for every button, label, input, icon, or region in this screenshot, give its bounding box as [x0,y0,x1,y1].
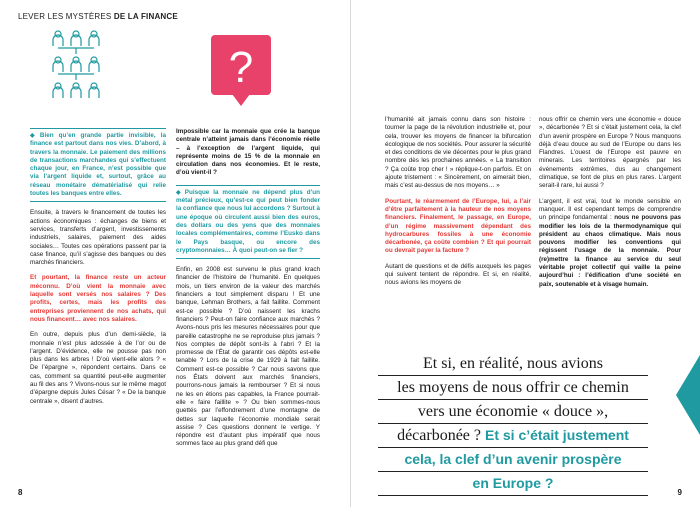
bold-paragraph: Impossible car la monnaie que crée la banque centrale n’atteint jamais dans l’économie réelle – à l’exception de l’argent liquide, qui représente moins de 15 % de la monnaie en circulation dans nos économies. Et le reste, d’où vient-il ? [176,128,320,177]
paragraph: l’humanité ait jamais connu dans son histoire : tourner la page de la révolution industrielle et, pour cela, trouver les moyens de financer la bifurcation écologique de nos sociétés. Pour assurer la sécurité et des conditions de vie décentes pour le plus grand nombre dès les prochaines années. « La transition ? Ça coûte trop cher ! » réplique-t-on parfois. Et on ajoute tristement : « Sincèrement, on aimerait bien, mais c’est au-dessus de nos moyens… » [385,116,531,190]
column-1 [30,128,166,413]
page-number-left: 8 [18,488,23,497]
quote-line: vers une économie « douce », [378,400,648,424]
page-number-right: 9 [677,488,682,497]
pull-quote [378,352,648,496]
people-network-icon [46,26,106,106]
paragraph: nous offrir ce chemin vers une économie « douce », décarbonée ? Et si c’était justement cela, la clef d’un avenir prospère en Europe ? Nous manquons déjà d’eau douce au sud de l’Europe ou dans les Flandres. L’ouest de l’Europe est pauvre en minerais. Les territoires épargnés par les événements extrêmes, dus au changement climatique, se font de plus en plus rares. L’argent serait-il rare, lui aussi ? [539,116,681,190]
paragraph: En outre, depuis plus d’un demi-siècle, la monnaie n’est plus adossée à de l’or ou de l’argent. D’évidence, elle ne pousse pas non plus dans les arbres ! D’où vient-elle alors ? « De l’épargne », répondent certains. Dans ce cas, comment sa quantité peut-elle augmenter au fil des ans ? Vivons-nous sur le même magot d’épargne depuis Jules César ? « De la banque centrale », disent d’autres. [30,331,166,405]
intro-paragraph: ◆ Bien qu’en grande partie invisible, la finance est partout dans nos vies. D’abord, à travers la monnaie. Le paiement des millions de transactions marchandes qui s’effectuent chaque jour, en France, n’est possible que via l’argent liquide et, surtout, grâce au réseau monétaire dématérialisé qui relie toutes les banques entre elles. [30,128,166,202]
question-bubble-icon [210,34,272,108]
highlight-paragraph: Et pourtant, la finance reste un acteur méconnu. D’où vient la monnaie avec laquelle sont versés nos salaires ? Des profits, certes, mais les profits des entreprises proviennent de nos achats, qui nous financent… avec nos salaires. [30,274,166,323]
paragraph: L’argent, il est vrai, tout le monde sensible en manquer. Il est cependant temps de comprendre un principe fondamental : nous ne pouvons pas modifier les lois de la thermodynamique qui président au chaos climatique. Mais nous pouvons modifier les conventions qui régissent l’usage de la monnaie. Pour (re)mettre la finance au service du seul véritable projet collectif qui vaille la peine aujourd’hui : l’édification d’une société en paix, soutenable et à visage humain. [539,197,681,288]
paragraph: Enfin, en 2008 est survenu le plus grand krach financier de l’histoire de l’humanité. En quelques mois, un tiers environ de la valeur des marchés financiers a tout simplement disparu ! Et une banque, Lehman Brothers, a fait faillite. Comment est-ce possible ? D’où naissent les krachs financiers ? Peut-on faire confiance aux marchés ? Avons-nous pris les mesures nécessaires pour que pareille catastrophe ne se reproduise plus jamais ? Nos comptes de dépôt sont-ils à l’abri ? Et la promesse de l’État de garantir ces dépôts est-elle tenable ? Lors de la crise de 1929 à fait faillite. Comment est-ce possible ? Car nous savons que nos États doivent aux marchés financiers, pourrons-nous jamais la rembourser ? Et si nous ne les en étions pas capables, la France pourrait-elle « faire faillite » ? Ou bien sommes-nous guettés par l’effondrement d’une montagne de dettes sur laquelle l’économie mondiale serait assise ? Ces questions donnent le vertige. Y répondre est d’autant plus impératif que nous sommes face au plus grand défi que [176,266,320,448]
paragraph: Autant de questions et de défis auxquels les pages qui suivent tentent de répondre. Et si, en réalité, nous avions les moyens de [385,262,531,287]
quote-line: cela, la clef d’un avenir prospère [378,448,648,472]
running-head: LEVER LES MYSTÈRES DE LA FINANCE [18,12,178,21]
accent-paragraph: ◆ Puisque la monnaie ne dépend plus d’un métal précieux, qu’est-ce qui peut bien fonder la confiance que nous lui accordons ? Surtout à une époque où circulent aussi bien des euros, des dollars ou des yens que des monnaies locales complémentaires, comme l’Eusko dans le Pays basque, ou encore des cryptomonnaies… À quoi peut-on se fier ? [176,185,320,259]
quote-line: en Europe ? [378,472,648,496]
quote-line: décarbonée ? Et si c’était justement [378,424,648,448]
quote-line: les moyens de nous offrir ce chemin [378,376,648,400]
svg-text:?: ? [228,43,254,92]
highlight-paragraph: Pourtant, le réarmement de l’Europe, lui, a l’air d’être parfaitement à la hauteur de nos moyens financiers. Finalement, le passage, en Europe, d’un régime massivement dépendant des hydrocarbures fossiles à une économie décarbonée, ça coûte combien ? Et qui pourrait ou devrait payer la facture ? [385,197,531,255]
column-2 [176,128,320,456]
paragraph: Ensuite, à travers le financement de toutes les actions économiques : échanges de biens et services, transferts d’argent, investissements industriels, salaires, paiement des aides sociales… Toutes ces opérations passent par la case finance, qu’il s’agisse des banques ou des marchés financiers. [30,209,166,267]
quote-line: Et si, en réalité, nous avions [378,352,648,376]
column-3 [385,116,531,295]
column-4 [539,116,681,296]
corner-decoration [676,355,700,435]
